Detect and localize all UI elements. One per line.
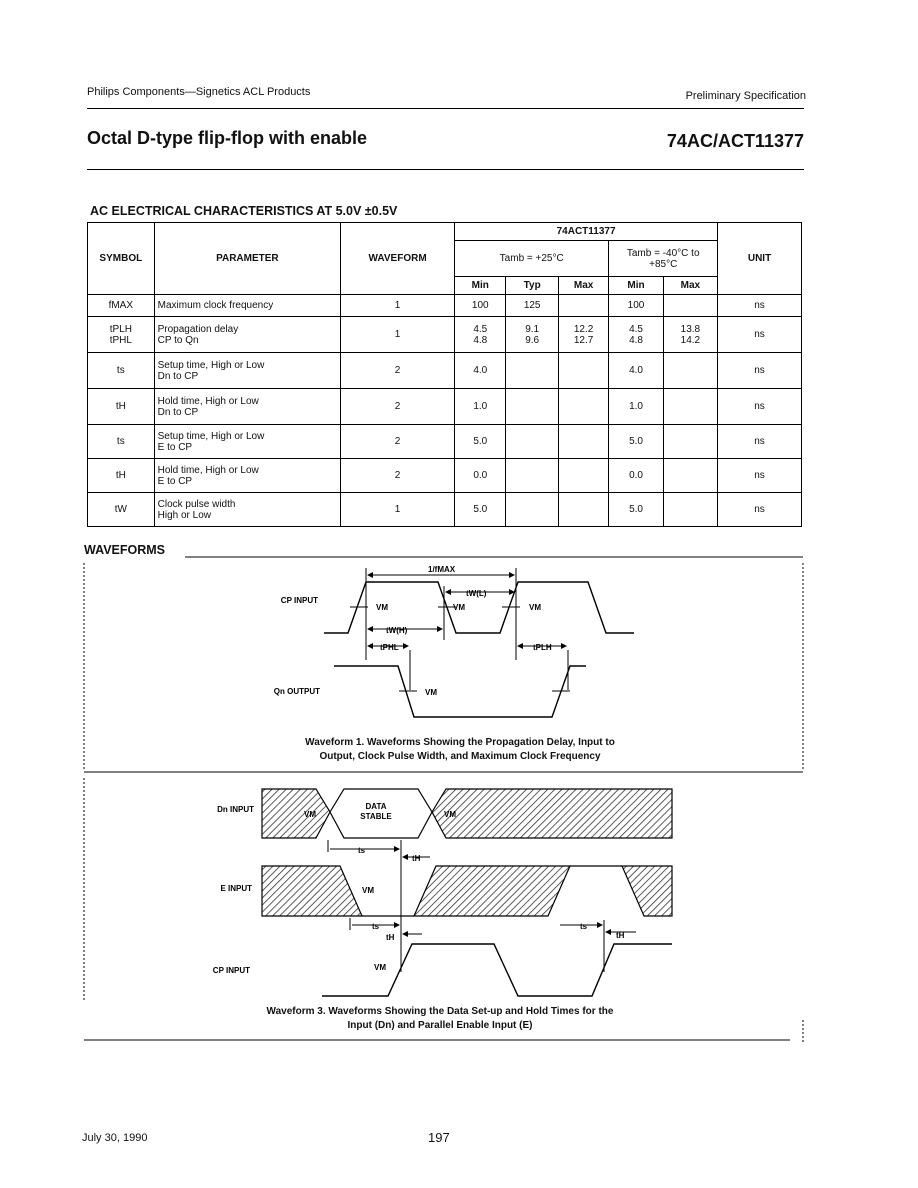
cell-symbol: ts xyxy=(88,353,155,389)
cell-typ25: 9.1 9.6 xyxy=(506,317,558,353)
cell-min85: 5.0 xyxy=(609,425,663,459)
wf1-twl-label: tW(L) xyxy=(466,589,487,598)
wf3-e-hatched-left xyxy=(262,866,362,916)
col-temp-85: Tamb = -40°C to +85°C xyxy=(609,241,718,277)
wf3-ts-label: ts xyxy=(358,846,366,855)
wf3-dn-hatched-left xyxy=(262,789,330,838)
col-min-85: Min xyxy=(609,277,663,295)
cell-min85: 4.5 4.8 xyxy=(609,317,663,353)
cell-waveform: 2 xyxy=(341,425,455,459)
cell-min25: 5.0 xyxy=(455,493,506,527)
col-unit: UNIT xyxy=(718,223,802,295)
cell-unit: ns xyxy=(718,493,802,527)
col-typ-25: Typ xyxy=(506,277,558,295)
cell-parameter: Hold time, High or Low Dn to CP xyxy=(154,389,340,425)
wf3-cp-label: CP INPUT xyxy=(212,966,250,975)
ac-section-title: AC ELECTRICAL CHARACTERISTICS AT 5.0V ±0.5V xyxy=(90,204,398,218)
wf3-e-hatched-mid xyxy=(414,866,570,916)
wf1-tphl-label: tPHL xyxy=(380,643,399,652)
part-number: 74AC/ACT11377 xyxy=(666,131,804,151)
wf1-caption-line1: Waveform 1. Waveforms Showing the Propagation Delay, Input to xyxy=(305,737,615,748)
wf3-ts-label: ts xyxy=(372,922,380,931)
footer-date: July 30, 1990 xyxy=(82,1132,148,1144)
wf1-vm-label: VM xyxy=(529,603,541,612)
page-title: Octal D-type flip-flop with enable xyxy=(87,128,368,148)
cell-unit: ns xyxy=(718,389,802,425)
wf1-vm-label: VM xyxy=(425,688,437,697)
wf3-th-label: tH xyxy=(412,854,421,863)
col-temp-25: Tamb = +25°C xyxy=(455,241,609,277)
cell-unit: ns xyxy=(718,425,802,459)
wf3-ts-label: ts xyxy=(580,922,588,931)
col-waveform: WAVEFORM xyxy=(341,223,455,295)
cell-unit: ns xyxy=(718,353,802,389)
cell-min85: 100 xyxy=(609,295,663,317)
wf1-caption-line2: Output, Clock Pulse Width, and Maximum Clock Frequency xyxy=(319,751,601,762)
cell-min85: 4.0 xyxy=(609,353,663,389)
cell-min85: 1.0 xyxy=(609,389,663,425)
col-min-25: Min xyxy=(455,277,506,295)
wf1-q-label: Qn OUTPUT xyxy=(273,687,320,696)
wf3-vm-label: VM xyxy=(304,810,316,819)
header-spec-status: Preliminary Specification xyxy=(685,90,806,102)
cell-parameter: Hold time, High or Low E to CP xyxy=(154,459,340,493)
cell-parameter: Maximum clock frequency xyxy=(154,295,340,317)
cell-symbol: ts xyxy=(88,425,155,459)
col-max-85: Max xyxy=(663,277,717,295)
cell-min25: 0.0 xyxy=(455,459,506,493)
wf3-stable-label: STABLE xyxy=(360,812,392,821)
cell-max85: 13.8 14.2 xyxy=(663,317,717,353)
cell-max25: 12.2 12.7 xyxy=(558,317,608,353)
wf1-tplh-label: tPLH xyxy=(533,643,552,652)
cell-min25: 100 xyxy=(455,295,506,317)
col-device: 74ACT11377 xyxy=(455,223,718,241)
page-number: 197 xyxy=(428,1130,450,1145)
cell-parameter: Setup time, High or Low E to CP xyxy=(154,425,340,459)
wf1-vm-label: VM xyxy=(453,603,465,612)
cell-symbol: fMAX xyxy=(88,295,155,317)
wf3-vm-label: VM xyxy=(362,886,374,895)
wf1-q-waveform xyxy=(334,666,586,717)
cell-waveform: 2 xyxy=(341,353,455,389)
wf3-e-hatched-right xyxy=(622,866,672,916)
cell-min25: 4.0 xyxy=(455,353,506,389)
cell-min25: 4.5 4.8 xyxy=(455,317,506,353)
wf1-fmax-label: 1/fMAX xyxy=(428,565,456,574)
cell-waveform: 2 xyxy=(341,459,455,493)
cell-waveform: 1 xyxy=(341,295,455,317)
cell-symbol: tH xyxy=(88,389,155,425)
cell-waveform: 1 xyxy=(341,317,455,353)
wf3-caption-line2: Input (Dn) and Parallel Enable Input (E) xyxy=(347,1020,533,1031)
cell-symbol: tW xyxy=(88,493,155,527)
cell-parameter: Propagation delay CP to Qn xyxy=(154,317,340,353)
wf3-th-label: tH xyxy=(386,933,395,942)
wf1-cp-label: CP INPUT xyxy=(280,596,318,605)
wf3-dn-hatched-right xyxy=(432,789,672,838)
wf1-twh-label: tW(H) xyxy=(386,626,408,635)
cell-min85: 0.0 xyxy=(609,459,663,493)
cell-symbol: tH xyxy=(88,459,155,493)
cell-waveform: 1 xyxy=(341,493,455,527)
cell-parameter: Clock pulse width High or Low xyxy=(154,493,340,527)
cell-unit: ns xyxy=(718,295,802,317)
col-symbol: SYMBOL xyxy=(88,223,155,295)
cell-waveform: 2 xyxy=(341,389,455,425)
col-max-25: Max xyxy=(558,277,608,295)
cell-typ25: 125 xyxy=(506,295,558,317)
wf3-e-label: E INPUT xyxy=(220,884,252,893)
wf3-dn-label: Dn INPUT xyxy=(217,805,254,814)
wf3-data-label: DATA xyxy=(365,802,387,811)
cell-min25: 1.0 xyxy=(455,389,506,425)
cell-unit: ns xyxy=(718,459,802,493)
cell-symbol: tPLH tPHL xyxy=(88,317,155,353)
cell-min25: 5.0 xyxy=(455,425,506,459)
cell-min85: 5.0 xyxy=(609,493,663,527)
wf1-vm-label: VM xyxy=(376,603,388,612)
wf3-th-label: tH xyxy=(616,931,625,940)
cell-unit: ns xyxy=(718,317,802,353)
waveforms-title: WAVEFORMS xyxy=(84,543,166,557)
wf3-vm-label: VM xyxy=(444,810,456,819)
header-company: Philips Components—Signetics ACL Products xyxy=(87,86,311,98)
col-parameter: PARAMETER xyxy=(154,223,340,295)
cell-parameter: Setup time, High or Low Dn to CP xyxy=(154,353,340,389)
wf3-caption-line1: Waveform 3. Waveforms Showing the Data Set-up and Hold Times for the xyxy=(266,1006,614,1017)
wf3-vm-label: VM xyxy=(374,963,386,972)
